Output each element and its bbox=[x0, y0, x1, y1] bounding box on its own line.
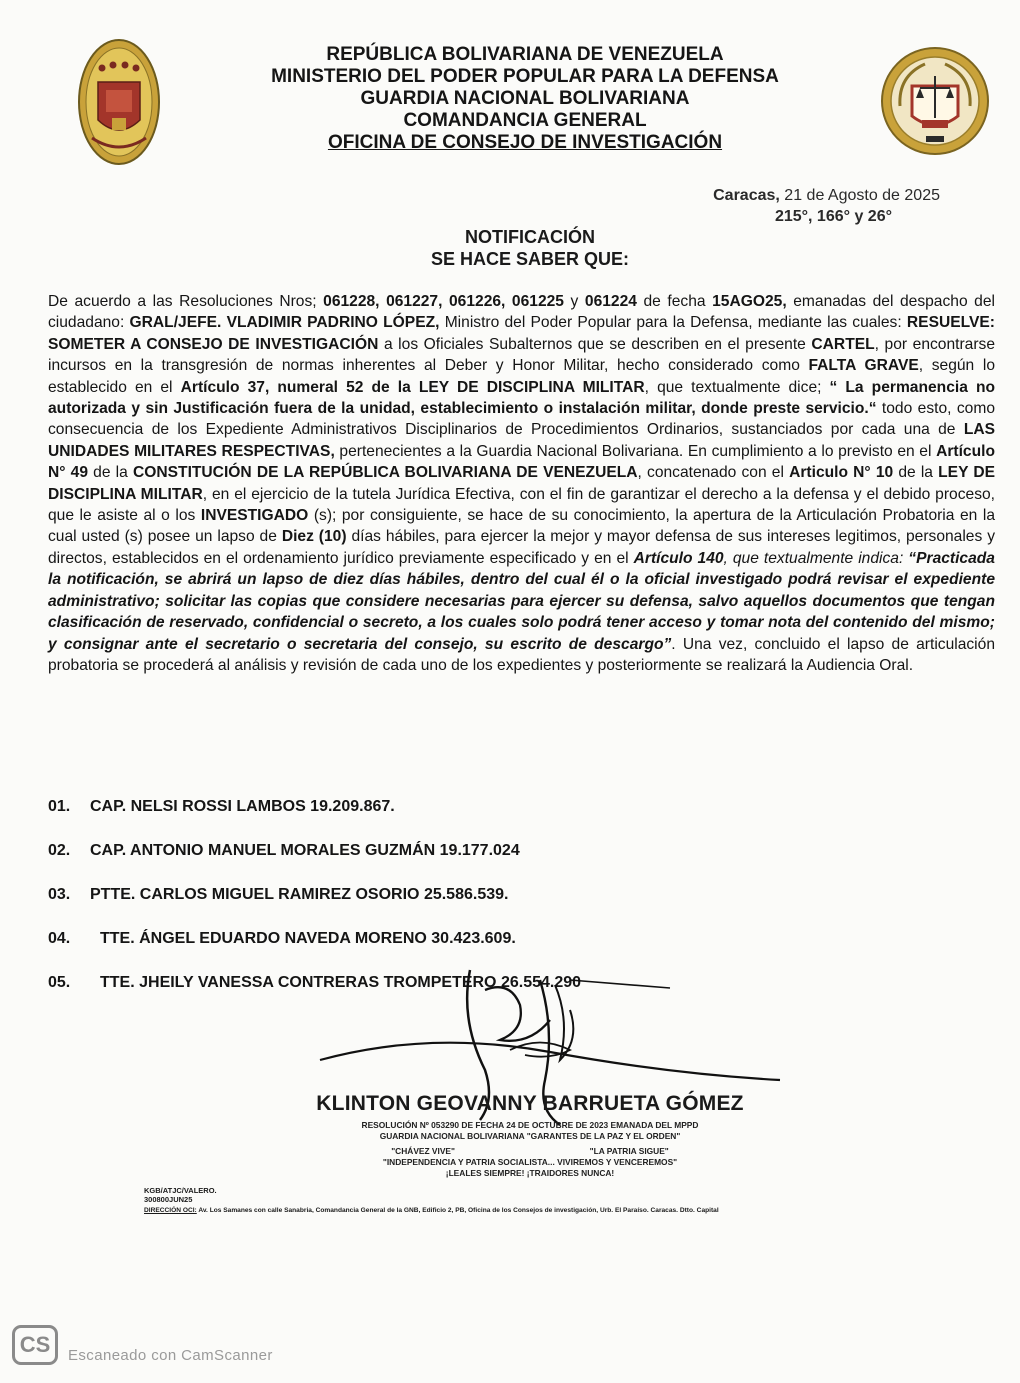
notification-body bbox=[48, 291, 995, 676]
signer-slogan-right: "LA PATRIA SIGUE" bbox=[589, 1146, 669, 1156]
body-segment: y bbox=[563, 293, 585, 310]
address-label: DIRECCIÓN OCI: bbox=[144, 1207, 197, 1214]
address-text: Av. Los Samanes con calle Sanabria, Comandancia General de la GNB, Edificio 2, PB, Oficina de los Consejos de investigación, Urb. El Paraíso. Caracas. Dtto. Capital bbox=[196, 1207, 719, 1214]
body-segment: CONSTITUCIÓN DE LA REPÚBLICA BOLIVARIANA DE VENEZUELA bbox=[132, 464, 638, 482]
signer-motto: GUARDIA NACIONAL BOLIVARIANA "GARANTES DE LA PAZ Y EL ORDEN" bbox=[379, 1131, 681, 1141]
body-segment: Ministro del Poder Popular para la Defensa, mediante las cuales: bbox=[439, 314, 907, 332]
body-segment: 061228, 061227, 061226, 061225 bbox=[323, 293, 564, 310]
date-anniversary: 215°, 166° y 26° bbox=[774, 208, 892, 225]
body-segment: Diez (10) bbox=[281, 528, 347, 546]
body-segment: INVESTIGADO bbox=[200, 507, 309, 525]
body-segment: 15AGO25, bbox=[712, 293, 787, 310]
body-segment: Artículo 37, numeral 52 de la LEY DE DISCIPLINA MILITAR bbox=[180, 378, 645, 396]
body-segment: FALTA GRAVE bbox=[808, 357, 919, 375]
body-segment: LAS UNIDADES MILITARES RESPECTIVAS, bbox=[48, 421, 995, 460]
body-segment: emanadas del despacho del ciudadano: bbox=[48, 293, 995, 332]
body-segment: . Una vez, concluido el lapso de articulación probatoria se procederá al análisis y revisión de cada uno de los expedientes y posteriormente se realizará la Audiencia Oral. bbox=[48, 635, 995, 674]
header-line-office: OFICINA DE CONSEJO DE INVESTIGACIÓN bbox=[327, 132, 723, 153]
body-segment: LEY DE DISCIPLINA MILITAR bbox=[48, 464, 996, 503]
body-segment: de fecha bbox=[636, 293, 713, 310]
camscanner-logo-icon: CS bbox=[12, 1325, 58, 1365]
date-value: 21 de Agosto de 2025 bbox=[784, 187, 940, 204]
signer-block bbox=[200, 1092, 860, 1179]
list-item bbox=[48, 886, 508, 904]
body-segment: todo esto, como consecuencia de los Expediente Administrativos Disciplinarios de Procedimientos Ordinarios, sustanciados por cada una de bbox=[48, 400, 995, 439]
body-segment: , por encontrarse incursos en la transgresión de normas inherentes al Deber y Honor Militar, hecho considerado como bbox=[48, 335, 995, 375]
body-segment: “Practicada la notificación, se abrirá un lapso de diez días hábiles, dentro del cual él o la oficial investigado podrá revisar el expediente administrativo; solicitar las copias que considere necesarias para ejercer su defensa, salvo aquellos documentos que tengan clasificación de reservado, confidencial o secreto, a los cuales solo podrá tener acceso y tomar nota del contenido del mismo; y consignar ante el secretario o secretaria del consejo, su escrito de descargo” bbox=[48, 549, 995, 653]
office-address bbox=[144, 1207, 904, 1214]
body-segment: pertenecientes a la Guardia Nacional Bolivariana. En cumplimiento a lo previsto en el bbox=[334, 442, 937, 460]
officer-name: CAP. ANTONIO MANUEL MORALES GUZMÁN 19.177.024 bbox=[90, 842, 520, 859]
gnb-shield-emblem-icon bbox=[78, 38, 160, 166]
body-segment: , concatenado con el bbox=[637, 464, 790, 482]
body-segment: , que textualmente indica: bbox=[723, 549, 909, 567]
officer-number: 05. bbox=[48, 974, 71, 991]
date-place: Caracas, bbox=[713, 187, 780, 204]
officer-name: CAP. NELSI ROSSI LAMBOS 19.209.867. bbox=[90, 798, 395, 815]
body-segment: GRAL/JEFE. VLADIMIR PADRINO LÓPEZ, bbox=[129, 314, 440, 332]
signer-slogan-independence: "INDEPENDENCIA Y PATRIA SOCIALISTA... VIVIREMOS Y VENCEREMOS" bbox=[382, 1157, 678, 1167]
reference-code: KGB/ATJC/VALERO. bbox=[144, 1186, 217, 1195]
body-segment: RESUELVE: SOMETER A CONSEJO DE INVESTIGACIÓN bbox=[48, 314, 995, 353]
header-line-ministry: MINISTERIO DEL PODER POPULAR PARA LA DEFENSA bbox=[271, 66, 779, 87]
body-segment: , según lo establecido en el bbox=[48, 357, 995, 396]
officer-number: 03. bbox=[48, 886, 71, 903]
header-line-guard: GUARDIA NACIONAL BOLIVARIANA bbox=[360, 88, 690, 109]
header-line-command: COMANDANCIA GENERAL bbox=[403, 110, 647, 131]
body-segment: Artículo N° 49 bbox=[48, 442, 995, 482]
body-segment: CARTEL bbox=[811, 335, 875, 353]
list-item bbox=[48, 798, 395, 816]
signer-resolution: RESOLUCIÓN Nº 053290 DE FECHA 24 DE OCTUBRE DE 2023 EMANADA DEL MPPD bbox=[361, 1120, 699, 1130]
body-segment: De acuerdo a las Resoluciones Nros; bbox=[48, 293, 324, 310]
body-segment: días hábiles, para ejercer la mejor y mayor defensa de sus intereses legitimos, personales y directos, establecidos en el ordenamiento jurídico previamente especificado y en el bbox=[48, 528, 995, 567]
signer-name: KLINTON GEOVANNY BARRUETA GÓMEZ bbox=[316, 1092, 744, 1115]
body-segment: “ La permanencia no autorizada y sin Justificación fuera de la unidad, establecimiento o instalación militar, donde preste servicio.“ bbox=[48, 378, 996, 418]
signer-slogan-left: "CHÁVEZ VIVE" bbox=[391, 1146, 455, 1156]
body-segment: a los Oficiales Subalternos que se describen en el presente bbox=[378, 335, 812, 353]
officer-name: TTE. JHEILY VANESSA CONTRERAS TROMPETERO 26.554.290 bbox=[100, 974, 582, 991]
body-segment: Artículo 140 bbox=[633, 549, 724, 567]
notification-title bbox=[280, 226, 780, 270]
officer-name: PTTE. CARLOS MIGUEL RAMIREZ OSORIO 25.586.539. bbox=[90, 886, 509, 903]
officer-number: 01. bbox=[48, 798, 71, 815]
officer-number: 02. bbox=[48, 842, 71, 859]
body-segment: de la bbox=[88, 464, 133, 482]
body-segment: , que textualmente dice; bbox=[644, 378, 830, 396]
camscanner-watermark: Escaneado con CamScanner bbox=[68, 1347, 273, 1364]
officer-number: 04. bbox=[48, 930, 71, 947]
reference-codes bbox=[144, 1186, 217, 1204]
officer-name: TTE. ÁNGEL EDUARDO NAVEDA MORENO 30.423.609. bbox=[100, 930, 516, 947]
list-item bbox=[48, 842, 520, 860]
reference-code: 300800JUN25 bbox=[144, 1195, 193, 1204]
title-line2: SE HACE SABER QUE: bbox=[430, 249, 630, 269]
date-block bbox=[713, 185, 940, 227]
body-segment: , en el ejercicio de la tutela Jurídica Efectiva, con el fin de garantizar el derecho a la defensa y el debido proceso, que le asiste al o los bbox=[48, 485, 995, 525]
body-segment: (s); por consiguiente, se hace de su conocimiento, la apertura de la Articulación Probatoria en la cual usted (s) posee un lapso de bbox=[48, 507, 995, 546]
header-line-republic: REPÚBLICA BOLIVARIANA DE VENEZUELA bbox=[326, 44, 724, 65]
title-line1: NOTIFICACIÓN bbox=[465, 227, 595, 247]
body-segment: de la bbox=[893, 464, 939, 482]
list-item bbox=[48, 930, 516, 948]
body-segment: 061224 bbox=[584, 293, 637, 310]
body-segment: Articulo N° 10 bbox=[789, 464, 894, 482]
justice-scale-emblem-icon bbox=[880, 46, 990, 156]
letterhead bbox=[200, 44, 850, 154]
signer-slogan-loyalty: ¡LEALES SIEMPRE! ¡TRAIDORES NUNCA! bbox=[445, 1168, 615, 1178]
